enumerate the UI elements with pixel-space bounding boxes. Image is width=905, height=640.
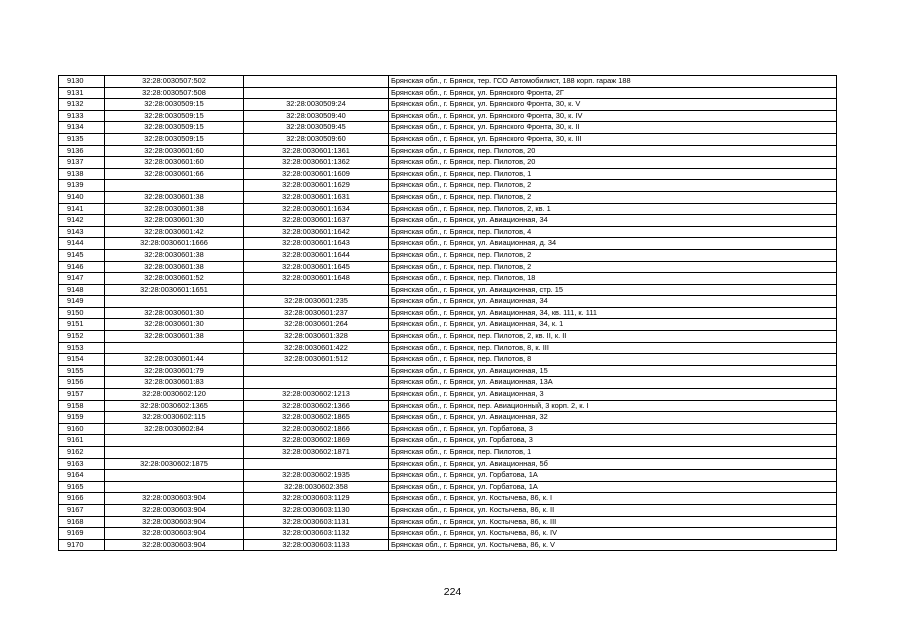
row-number-cell: 9136 — [59, 145, 105, 157]
address-cell: Брянская обл., г. Брянск, ул. Костычева, 86, к. IV — [389, 528, 837, 540]
address-cell: Брянская обл., г. Брянск, ул. Горбатова, 3 — [389, 435, 837, 447]
object-cadastral-number-cell: 32:28:0030601:1629 — [244, 180, 389, 192]
parcel-cadastral-number-cell: 32:28:0030603:904 — [105, 493, 244, 505]
row-number-cell: 9161 — [59, 435, 105, 447]
table-row — [59, 470, 837, 482]
row-number-cell: 9150 — [59, 307, 105, 319]
row-number-cell: 9155 — [59, 365, 105, 377]
parcel-cadastral-number-cell: 32:28:0030601:1666 — [105, 238, 244, 250]
object-cadastral-number-cell: 32:28:0030602:1871 — [244, 447, 389, 459]
address-cell: Брянская обл., г. Брянск, пер. Пилотов, 1 — [389, 447, 837, 459]
object-cadastral-number-cell: 32:28:0030601:328 — [244, 331, 389, 343]
table-row — [59, 342, 837, 354]
parcel-cadastral-number-cell: 32:28:0030601:52 — [105, 273, 244, 285]
row-number-cell: 9170 — [59, 539, 105, 551]
row-number-cell: 9149 — [59, 296, 105, 308]
table-row — [59, 319, 837, 331]
row-number-cell: 9134 — [59, 122, 105, 134]
row-number-cell: 9167 — [59, 504, 105, 516]
parcel-cadastral-number-cell — [105, 470, 244, 482]
address-cell: Брянская обл., г. Брянск, ул. Костычева, 86, к. II — [389, 504, 837, 516]
object-cadastral-number-cell: 32:28:0030509:40 — [244, 110, 389, 122]
parcel-cadastral-number-cell — [105, 296, 244, 308]
parcel-cadastral-number-cell: 32:28:0030601:60 — [105, 157, 244, 169]
table-row — [59, 516, 837, 528]
parcel-cadastral-number-cell: 32:28:0030601:44 — [105, 354, 244, 366]
parcel-cadastral-number-cell — [105, 342, 244, 354]
parcel-cadastral-number-cell: 32:28:0030601:38 — [105, 203, 244, 215]
address-cell: Брянская обл., г. Брянск, пер. Пилотов, 8 — [389, 354, 837, 366]
table-row — [59, 191, 837, 203]
address-cell: Брянская обл., г. Брянск, ул. Костычева, 86, к. III — [389, 516, 837, 528]
table-row — [59, 296, 837, 308]
object-cadastral-number-cell: 32:28:0030601:264 — [244, 319, 389, 331]
object-cadastral-number-cell — [244, 458, 389, 470]
address-cell: Брянская обл., г. Брянск, ул. Горбатова, 1А — [389, 481, 837, 493]
object-cadastral-number-cell: 32:28:0030603:1129 — [244, 493, 389, 505]
object-cadastral-number-cell — [244, 87, 389, 99]
address-cell: Брянская обл., г. Брянск, пер. Пилотов, 20 — [389, 157, 837, 169]
parcel-cadastral-number-cell: 32:28:0030603:904 — [105, 528, 244, 540]
page-number: 224 — [443, 586, 462, 598]
row-number-cell: 9147 — [59, 273, 105, 285]
object-cadastral-number-cell: 32:28:0030603:1131 — [244, 516, 389, 528]
address-cell: Брянская обл., г. Брянск, ул. Авиационная, 34 — [389, 215, 837, 227]
table-row — [59, 493, 837, 505]
row-number-cell: 9169 — [59, 528, 105, 540]
address-cell: Брянская обл., г. Брянск, ул. Брянского Фронта, 2Г — [389, 87, 837, 99]
parcel-cadastral-number-cell: 32:28:0030601:38 — [105, 331, 244, 343]
row-number-cell: 9160 — [59, 423, 105, 435]
object-cadastral-number-cell: 32:28:0030601:1644 — [244, 249, 389, 261]
address-cell: Брянская обл., г. Брянск, ул. Брянского Фронта, 30, к. III — [389, 133, 837, 145]
object-cadastral-number-cell — [244, 377, 389, 389]
parcel-cadastral-number-cell: 32:28:0030601:79 — [105, 365, 244, 377]
address-cell: Брянская обл., г. Брянск, ул. Горбатова, 3 — [389, 423, 837, 435]
table-row — [59, 435, 837, 447]
address-cell: Брянская обл., г. Брянск, пер. Пилотов, 18 — [389, 273, 837, 285]
address-cell: Брянская обл., г. Брянск, пер. Пилотов, 4 — [389, 226, 837, 238]
parcel-cadastral-number-cell: 32:28:0030602:1365 — [105, 400, 244, 412]
parcel-cadastral-number-cell: 32:28:0030601:30 — [105, 319, 244, 331]
table-row — [59, 273, 837, 285]
table-row — [59, 423, 837, 435]
object-cadastral-number-cell: 32:28:0030509:24 — [244, 99, 389, 111]
row-number-cell: 9132 — [59, 99, 105, 111]
table-row — [59, 354, 837, 366]
parcel-cadastral-number-cell: 32:28:0030509:15 — [105, 99, 244, 111]
row-number-cell: 9145 — [59, 249, 105, 261]
table-row — [59, 307, 837, 319]
parcel-cadastral-number-cell: 32:28:0030507:508 — [105, 87, 244, 99]
table-row — [59, 400, 837, 412]
parcel-cadastral-number-cell: 32:28:0030601:66 — [105, 168, 244, 180]
table-row — [59, 99, 837, 111]
object-cadastral-number-cell — [244, 284, 389, 296]
table-row — [59, 365, 837, 377]
row-number-cell: 9141 — [59, 203, 105, 215]
address-cell: Брянская обл., г. Брянск, ул. Авиационная, 34, к. 1 — [389, 319, 837, 331]
parcel-cadastral-number-cell: 32:28:0030602:115 — [105, 412, 244, 424]
row-number-cell: 9138 — [59, 168, 105, 180]
row-number-cell: 9166 — [59, 493, 105, 505]
object-cadastral-number-cell: 32:28:0030602:358 — [244, 481, 389, 493]
table-row — [59, 377, 837, 389]
row-number-cell: 9137 — [59, 157, 105, 169]
address-cell: Брянская обл., г. Брянск, ул. Костычева, 86, к. V — [389, 539, 837, 551]
row-number-cell: 9164 — [59, 470, 105, 482]
address-cell: Брянская обл., г. Брянск, ул. Авиационная, 34, кв. 111, к. 111 — [389, 307, 837, 319]
row-number-cell: 9144 — [59, 238, 105, 250]
parcel-cadastral-number-cell: 32:28:0030601:30 — [105, 307, 244, 319]
row-number-cell: 9159 — [59, 412, 105, 424]
row-number-cell: 9142 — [59, 215, 105, 227]
table-row — [59, 412, 837, 424]
object-cadastral-number-cell: 32:28:0030601:1645 — [244, 261, 389, 273]
address-cell: Брянская обл., г. Брянск, пер. Пилотов, 2 — [389, 249, 837, 261]
row-number-cell: 9152 — [59, 331, 105, 343]
table-row — [59, 215, 837, 227]
table-row — [59, 238, 837, 250]
row-number-cell: 9151 — [59, 319, 105, 331]
table-row — [59, 261, 837, 273]
table-row — [59, 145, 837, 157]
object-cadastral-number-cell: 32:28:0030601:512 — [244, 354, 389, 366]
address-cell: Брянская обл., г. Брянск, ул. Авиационная, д. 34 — [389, 238, 837, 250]
parcel-cadastral-number-cell: 32:28:0030603:904 — [105, 539, 244, 551]
row-number-cell: 9139 — [59, 180, 105, 192]
parcel-cadastral-number-cell: 32:28:0030602:84 — [105, 423, 244, 435]
row-number-cell: 9163 — [59, 458, 105, 470]
address-cell: Брянская обл., г. Брянск, пер. Пилотов, 8, к. III — [389, 342, 837, 354]
object-cadastral-number-cell: 32:28:0030602:1213 — [244, 389, 389, 401]
row-number-cell: 9157 — [59, 389, 105, 401]
parcel-cadastral-number-cell: 32:28:0030602:1875 — [105, 458, 244, 470]
parcel-cadastral-number-cell — [105, 481, 244, 493]
parcel-cadastral-number-cell: 32:28:0030509:15 — [105, 110, 244, 122]
object-cadastral-number-cell: 32:28:0030601:1642 — [244, 226, 389, 238]
object-cadastral-number-cell: 32:28:0030601:422 — [244, 342, 389, 354]
parcel-cadastral-number-cell: 32:28:0030509:15 — [105, 133, 244, 145]
object-cadastral-number-cell: 32:28:0030601:1637 — [244, 215, 389, 227]
address-cell: Брянская обл., г. Брянск, ул. Авиационная, 13А — [389, 377, 837, 389]
address-cell: Брянская обл., г. Брянск, ул. Горбатова, 1А — [389, 470, 837, 482]
address-cell: Брянская обл., г. Брянск, пер. Пилотов, 2, кв. 1 — [389, 203, 837, 215]
row-number-cell: 9131 — [59, 87, 105, 99]
object-cadastral-number-cell: 32:28:0030602:1869 — [244, 435, 389, 447]
object-cadastral-number-cell: 32:28:0030601:235 — [244, 296, 389, 308]
row-number-cell: 9135 — [59, 133, 105, 145]
object-cadastral-number-cell: 32:28:0030601:1643 — [244, 238, 389, 250]
row-number-cell: 9165 — [59, 481, 105, 493]
parcel-cadastral-number-cell: 32:28:0030601:38 — [105, 261, 244, 273]
address-cell: Брянская обл., г. Брянск, ул. Авиационная, 5б — [389, 458, 837, 470]
parcel-cadastral-number-cell — [105, 180, 244, 192]
table-row — [59, 447, 837, 459]
parcel-cadastral-number-cell: 32:28:0030602:120 — [105, 389, 244, 401]
address-cell: Брянская обл., г. Брянск, пер. Пилотов, 2, кв. II, к. II — [389, 331, 837, 343]
object-cadastral-number-cell: 32:28:0030602:1935 — [244, 470, 389, 482]
table-row — [59, 110, 837, 122]
table-row — [59, 331, 837, 343]
address-cell: Брянская обл., г. Брянск, тер. ГСО Автомобилист, 188 корп. гараж 188 — [389, 76, 837, 88]
object-cadastral-number-cell: 32:28:0030601:237 — [244, 307, 389, 319]
object-cadastral-number-cell — [244, 76, 389, 88]
parcel-cadastral-number-cell: 32:28:0030603:904 — [105, 516, 244, 528]
row-number-cell: 9158 — [59, 400, 105, 412]
table-row — [59, 87, 837, 99]
table-row — [59, 284, 837, 296]
parcel-cadastral-number-cell: 32:28:0030601:83 — [105, 377, 244, 389]
parcel-cadastral-number-cell: 32:28:0030509:15 — [105, 122, 244, 134]
table-row — [59, 157, 837, 169]
table-row — [59, 203, 837, 215]
object-cadastral-number-cell: 32:28:0030602:1866 — [244, 423, 389, 435]
row-number-cell: 9154 — [59, 354, 105, 366]
address-cell: Брянская обл., г. Брянск, ул. Авиационная, 32 — [389, 412, 837, 424]
parcel-cadastral-number-cell: 32:28:0030507:502 — [105, 76, 244, 88]
row-number-cell: 9146 — [59, 261, 105, 273]
parcel-cadastral-number-cell — [105, 435, 244, 447]
address-cell: Брянская обл., г. Брянск, пер. Пилотов, 2 — [389, 191, 837, 203]
object-cadastral-number-cell: 32:28:0030601:1361 — [244, 145, 389, 157]
table-row — [59, 249, 837, 261]
address-cell: Брянская обл., г. Брянск, ул. Авиационная, стр. 15 — [389, 284, 837, 296]
parcel-cadastral-number-cell — [105, 447, 244, 459]
address-cell: Брянская обл., г. Брянск, ул. Брянского Фронта, 30, к. II — [389, 122, 837, 134]
address-cell: Брянская обл., г. Брянск, ул. Брянского Фронта, 30, к. IV — [389, 110, 837, 122]
parcel-cadastral-number-cell: 32:28:0030601:42 — [105, 226, 244, 238]
table-row — [59, 76, 837, 88]
parcel-cadastral-number-cell: 32:28:0030601:60 — [105, 145, 244, 157]
object-cadastral-number-cell: 32:28:0030601:1631 — [244, 191, 389, 203]
table-row — [59, 539, 837, 551]
object-cadastral-number-cell: 32:28:0030601:1609 — [244, 168, 389, 180]
row-number-cell: 9153 — [59, 342, 105, 354]
table-row — [59, 226, 837, 238]
table-row — [59, 180, 837, 192]
address-cell: Брянская обл., г. Брянск, пер. Авиационный, 3 корп. 2, к. I — [389, 400, 837, 412]
row-number-cell: 9162 — [59, 447, 105, 459]
address-cell: Брянская обл., г. Брянск, ул. Брянского Фронта, 30, к. V — [389, 99, 837, 111]
object-cadastral-number-cell: 32:28:0030601:1362 — [244, 157, 389, 169]
registry-table — [58, 75, 837, 551]
table-row — [59, 481, 837, 493]
address-cell: Брянская обл., г. Брянск, пер. Пилотов, 1 — [389, 168, 837, 180]
address-cell: Брянская обл., г. Брянск, ул. Костычева, 86, к. I — [389, 493, 837, 505]
row-number-cell: 9168 — [59, 516, 105, 528]
object-cadastral-number-cell: 32:28:0030509:60 — [244, 133, 389, 145]
object-cadastral-number-cell — [244, 365, 389, 377]
object-cadastral-number-cell: 32:28:0030601:1648 — [244, 273, 389, 285]
object-cadastral-number-cell: 32:28:0030602:1865 — [244, 412, 389, 424]
object-cadastral-number-cell: 32:28:0030603:1133 — [244, 539, 389, 551]
address-cell: Брянская обл., г. Брянск, пер. Пилотов, 2 — [389, 261, 837, 273]
address-cell: Брянская обл., г. Брянск, пер. Пилотов, 20 — [389, 145, 837, 157]
parcel-cadastral-number-cell: 32:28:0030601:38 — [105, 249, 244, 261]
row-number-cell: 9148 — [59, 284, 105, 296]
object-cadastral-number-cell: 32:28:0030509:45 — [244, 122, 389, 134]
table-row — [59, 122, 837, 134]
row-number-cell: 9156 — [59, 377, 105, 389]
object-cadastral-number-cell: 32:28:0030602:1366 — [244, 400, 389, 412]
table-row — [59, 168, 837, 180]
address-cell: Брянская обл., г. Брянск, ул. Авиационная, 15 — [389, 365, 837, 377]
table-row — [59, 458, 837, 470]
object-cadastral-number-cell: 32:28:0030603:1132 — [244, 528, 389, 540]
object-cadastral-number-cell: 32:28:0030603:1130 — [244, 504, 389, 516]
address-cell: Брянская обл., г. Брянск, ул. Авиационная, 3 — [389, 389, 837, 401]
address-cell: Брянская обл., г. Брянск, ул. Авиационная, 34 — [389, 296, 837, 308]
table-row — [59, 504, 837, 516]
table-row — [59, 389, 837, 401]
parcel-cadastral-number-cell: 32:28:0030601:1651 — [105, 284, 244, 296]
row-number-cell: 9133 — [59, 110, 105, 122]
object-cadastral-number-cell: 32:28:0030601:1634 — [244, 203, 389, 215]
parcel-cadastral-number-cell: 32:28:0030601:30 — [105, 215, 244, 227]
parcel-cadastral-number-cell: 32:28:0030601:38 — [105, 191, 244, 203]
table-row — [59, 133, 837, 145]
address-cell: Брянская обл., г. Брянск, пер. Пилотов, 2 — [389, 180, 837, 192]
parcel-cadastral-number-cell: 32:28:0030603:904 — [105, 504, 244, 516]
row-number-cell: 9143 — [59, 226, 105, 238]
row-number-cell: 9130 — [59, 76, 105, 88]
row-number-cell: 9140 — [59, 191, 105, 203]
registry-table-body — [59, 76, 837, 551]
table-row — [59, 528, 837, 540]
